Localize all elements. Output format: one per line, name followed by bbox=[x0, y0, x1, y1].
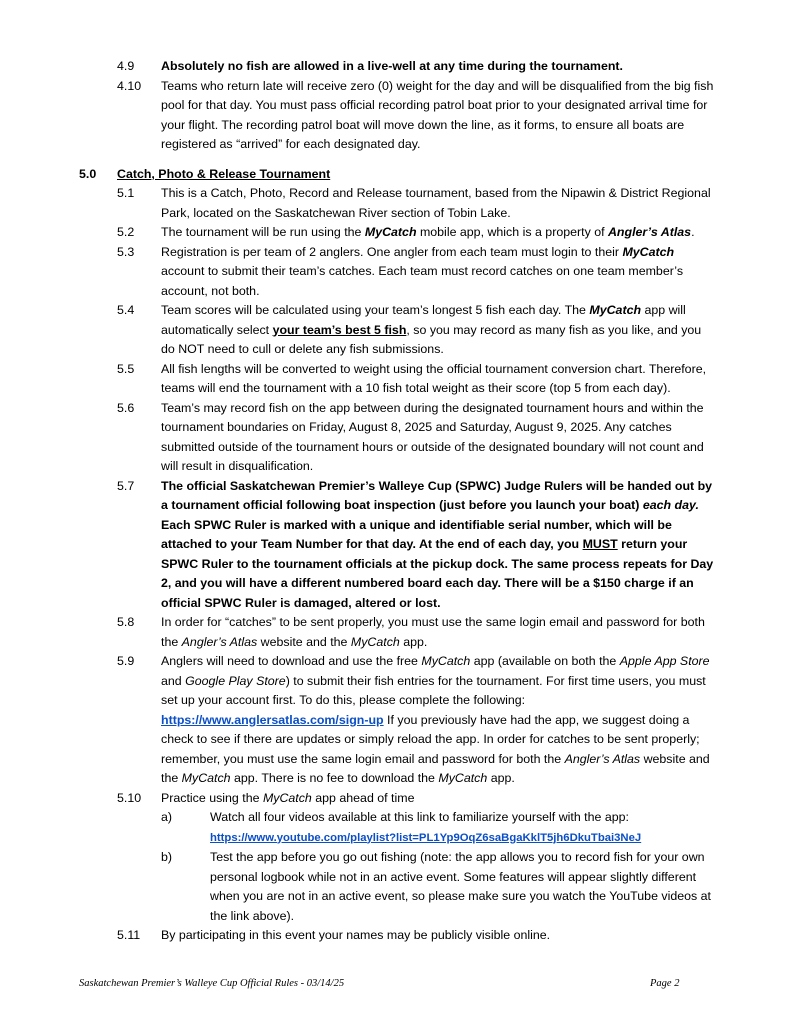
rule-5-4 bbox=[0, 301, 791, 360]
text-run: account to submit their team’s catches. Each team must record catches on one team member’s account, not both. bbox=[161, 264, 684, 298]
app-name: MyCatch bbox=[589, 303, 642, 317]
app-name: MyCatch bbox=[438, 771, 488, 785]
text-run: app will automatically select bbox=[161, 303, 686, 337]
company-name: Angler’s Atlas bbox=[181, 634, 258, 649]
rule-text bbox=[161, 613, 716, 652]
rule-number: 5.9 bbox=[117, 654, 135, 668]
app-name: MyCatch bbox=[421, 654, 471, 668]
text-run: Team scores will be calculated using your team’s longest 5 fish each day. The bbox=[161, 303, 590, 317]
rule-text: Team’s may record fish on the app between during the designated tournament hours and within the tournament boundaries on Friday, August 8, 2025 and Saturday, August 9, 2025. Any catches submitted outside of the tournament hours or outside of the designated boundary will not count and will result in disqualification. bbox=[161, 400, 704, 473]
rule-number: 5.3 bbox=[117, 244, 135, 259]
company-name: Angler’s Atlas bbox=[564, 751, 641, 766]
text-run: app. There is no fee to download the bbox=[230, 771, 439, 785]
text-run: Watch all four videos available at this link to familiarize yourself with the app: bbox=[210, 810, 629, 824]
rule-5-10-b bbox=[0, 848, 791, 926]
text-run: return your SPWC Ruler to the tournament officials at the pickup dock. The same process repeats for Day 2, and you will have a different numbered board each day. There will be a $150 charge if an official SPWC Ruler is damaged, altered or lost. bbox=[161, 537, 714, 610]
rule-number: 5.5 bbox=[117, 361, 135, 376]
section-5-heading bbox=[0, 165, 791, 185]
app-name: MyCatch bbox=[181, 771, 231, 785]
rule-text bbox=[161, 243, 716, 302]
section-number: 5.0 bbox=[79, 166, 97, 181]
text-run: Practice using the bbox=[161, 790, 263, 805]
rule-5-10 bbox=[0, 789, 791, 809]
rule-text: Absolutely no fish are allowed in a live-well at any time during the tournament. bbox=[161, 59, 623, 73]
footer-page-number: Page 2 bbox=[650, 978, 680, 989]
rule-5-7 bbox=[0, 477, 791, 614]
app-name: MyCatch bbox=[364, 225, 417, 239]
app-name: MyCatch bbox=[350, 634, 400, 649]
rule-text bbox=[161, 652, 716, 789]
rule-number: 4.9 bbox=[117, 59, 135, 73]
rule-5-1 bbox=[0, 184, 791, 223]
rule-text: All fish lengths will be converted to weight using the official tournament conversion chart. Therefore, teams will end the tournament with a 10 fish total weight as their score (top 5 from each day). bbox=[161, 361, 707, 395]
sub-item-text bbox=[210, 808, 720, 848]
text-run: , so you may record as many fish as you like, and you do NOT need to cull or delete any fish submissions. bbox=[161, 322, 702, 356]
rule-text bbox=[161, 477, 716, 614]
rule-5-10-a bbox=[0, 808, 791, 848]
text-run: The official Saskatchewan Premier’s Walleye Cup (SPWC) Judge Rulers will be handed out by a tournament official following boat inspection (just before you launch your boat) bbox=[161, 478, 713, 512]
store-name: Apple App Store bbox=[619, 654, 710, 668]
app-name: MyCatch bbox=[262, 790, 312, 805]
rule-number: 5.1 bbox=[117, 186, 135, 200]
text-run: . bbox=[691, 225, 695, 239]
emphasis: MUST bbox=[582, 537, 618, 551]
text-run: app. bbox=[399, 634, 428, 649]
rule-number: 5.4 bbox=[117, 303, 135, 317]
rule-5-6 bbox=[0, 399, 791, 477]
text-run: website and the bbox=[257, 634, 351, 649]
rule-text: By participating in this event your names may be publicly visible online. bbox=[161, 928, 551, 942]
signup-link[interactable]: https://www.anglersatlas.com/sign-up bbox=[161, 712, 384, 727]
rule-text bbox=[161, 789, 716, 809]
text-run: Registration is per team of 2 anglers. One angler from each team must login to their bbox=[161, 244, 623, 259]
rule-4-10 bbox=[0, 77, 791, 155]
rule-number: 4.10 bbox=[117, 78, 142, 93]
text-run: The tournament will be run using the bbox=[161, 225, 365, 239]
rule-5-9 bbox=[0, 652, 791, 789]
store-name: Google Play Store bbox=[185, 673, 286, 688]
rule-5-3 bbox=[0, 243, 791, 302]
rule-number: 5.2 bbox=[117, 225, 135, 239]
section-title: Catch, Photo & Release Tournament bbox=[117, 166, 331, 181]
text-run: website and the bbox=[161, 751, 710, 785]
rule-5-2 bbox=[0, 223, 791, 243]
text-run: app. bbox=[487, 771, 515, 785]
rules-body bbox=[0, 57, 791, 946]
text-run: In order for “catches” to be sent properly, you must use the same login email and password for both the bbox=[161, 615, 705, 649]
sub-item-letter: a) bbox=[161, 810, 173, 824]
rule-number: 5.10 bbox=[117, 790, 142, 805]
text-run: ) to submit their fish entries for the tournament. For first time users, you must set up your account first. To do this, please complete the following: bbox=[161, 673, 706, 707]
rule-5-8 bbox=[0, 613, 791, 652]
rule-text: This is a Catch, Photo, Record and Release tournament, based from the Nipawin & District Regional Park, located on the Saskatchewan River section of Tobin Lake. bbox=[161, 186, 711, 220]
rule-number: 5.11 bbox=[117, 928, 141, 942]
rule-4-9 bbox=[0, 57, 791, 77]
rule-number: 5.7 bbox=[117, 478, 135, 493]
sub-item-text: Test the app before you go out fishing (note: the app allows you to record fish for your own personal logbook while not in an active event. Some features will appear slightly different when you are not in an active event, so please make sure you watch the YouTube videos at the link above). bbox=[210, 850, 711, 923]
rule-5-11 bbox=[0, 926, 791, 946]
rule-text: Teams who return late will receive zero (0) weight for the day and will be disqualified from the big fish pool for that day. You must pass official recording patrol boat prior to your designated arrival time for your flight. The recording patrol boat will move down the line, as it forms, to ensure all boats are registered as “arrived” for each designated day. bbox=[161, 78, 714, 151]
emphasis: each day. bbox=[642, 498, 699, 512]
emphasis: your team’s best 5 fish bbox=[272, 322, 407, 337]
rule-number: 5.8 bbox=[117, 615, 135, 629]
footer-document-title: Saskatchewan Premier’s Walleye Cup Official Rules - 03/14/25 bbox=[79, 978, 345, 989]
rule-text bbox=[161, 223, 716, 243]
company-name: Angler’s Atlas bbox=[607, 225, 692, 239]
youtube-playlist-link[interactable]: https://www.youtube.com/playlist?list=PL1Yp9OqZ6saBgaKklT5jh6DkuTbai3NeJ bbox=[210, 831, 642, 844]
text-run: Each SPWC Ruler is marked with a unique and identifiable serial number, which will be attached to your Team Number for that day. At the end of each day, you bbox=[161, 517, 672, 551]
app-name: MyCatch bbox=[622, 244, 675, 259]
text-run: and bbox=[161, 673, 186, 688]
rule-number: 5.6 bbox=[117, 400, 135, 415]
rule-text bbox=[161, 301, 716, 360]
text-run: If you previously have had the app, we suggest doing a check to see if there are updates or simply reload the app. In order for catches to be sent properly; remember, you must use the same login email and password for both the bbox=[161, 712, 700, 766]
text-run: Anglers will need to download and use the free bbox=[161, 654, 422, 668]
rule-5-5 bbox=[0, 360, 791, 399]
text-run: app ahead of time bbox=[311, 790, 415, 805]
text-run: app (available on both the bbox=[470, 654, 620, 668]
text-run: mobile app, which is a property of bbox=[416, 225, 608, 239]
sub-item-letter: b) bbox=[161, 850, 173, 864]
